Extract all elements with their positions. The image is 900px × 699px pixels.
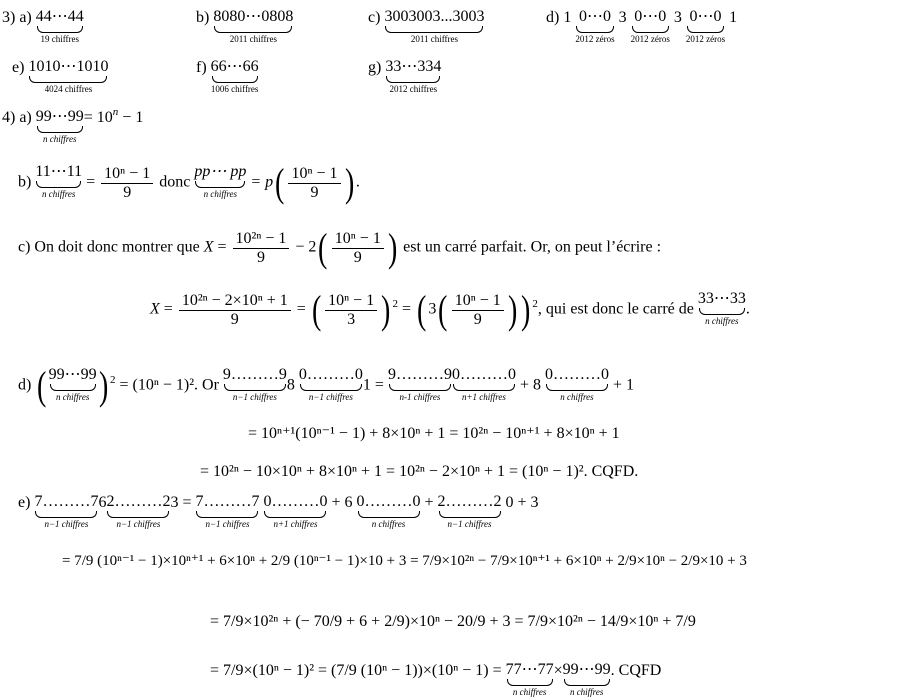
- q4e-block7: 77⋯77 n chiffres: [505, 661, 554, 697]
- q3e-number: 1010⋯1010 4024 chiffres: [28, 58, 109, 94]
- q4b-pp: pp⋯ pp n chiffres: [194, 163, 247, 199]
- q3d-three-2: 3: [673, 9, 682, 26]
- q4b-donc: donc: [159, 173, 191, 191]
- q4e-block3: 7………7 n−1 chiffres: [195, 493, 260, 529]
- q3b: [196, 8, 293, 44]
- q4e-line4-text: = 7/9×(10ⁿ − 1)² = (7/9 (10ⁿ − 1))×(10ⁿ − 1) =: [210, 662, 506, 679]
- q4b-eq: = p: [250, 173, 274, 191]
- q3d-zeros-1: 0⋯0 2012 zéros: [575, 8, 615, 44]
- q4e-line3: = 7/9×10²ⁿ + (− 70/9 + 6 + 2/9)×10ⁿ − 20/9 + 3 = 7/9×10²ⁿ − 14/9×10ⁿ + 7/9: [210, 613, 696, 630]
- q4c-frac3: $\frac{\text{10²ⁿ − 2×10ⁿ + 1}}{9}$: [179, 292, 291, 329]
- q4c-line1: c) On doit donc montrer que X = $\frac{\text{10²ⁿ − 1}}{9}$ − 2( $\frac{\text{10ⁿ − 1}}{9}$ ) est un carré parfait. Or, on peut l’écrire :: [18, 225, 662, 270]
- q4c-frac5: $\frac{\text{10ⁿ − 1}}{9}$: [452, 292, 504, 329]
- q4a: [2, 108, 143, 144]
- q3d-one: 1: [729, 9, 738, 26]
- q4d-line1: d) ( 99⋯99 n chiffres ) $^2$ = (10ⁿ − 1)². Or 9………9 n−1 chiffres 8 0………0 n−1 chiffres 1 = 9………9 n-1 chiffres 0………0 n+1 chiffres + 8 0………0 n chiffres + 1: [18, 363, 634, 408]
- q4c-frac1: $\frac{\text{10²ⁿ − 1}}{9}$: [233, 230, 290, 267]
- q3d-three-1: 3: [618, 9, 627, 26]
- q4d-eq1: = (10ⁿ − 1)². Or: [119, 376, 223, 394]
- q4c-frac4: $\frac{\text{10ⁿ − 1}}{3}$: [325, 292, 377, 329]
- q4a-tail: − 1: [118, 109, 144, 126]
- q4d-label: d): [18, 376, 32, 394]
- q3d: [546, 8, 737, 44]
- q3c-number: 3003003...3003 2011 chiffres: [384, 8, 485, 44]
- q3e-label: e): [12, 59, 25, 76]
- q3e: [12, 58, 108, 94]
- q3f: [196, 58, 259, 94]
- q3f-label: f): [196, 59, 207, 76]
- q4d-block5: 0………0 n chiffres: [544, 366, 609, 402]
- q3g-label: g): [368, 59, 382, 76]
- q4e-line2: = 7/9 (10ⁿ⁻¹ − 1)×10ⁿ⁺¹ + 6×10ⁿ + 2/9 (10ⁿ⁻¹ − 1)×10 + 3 = 7/9×10²ⁿ − 7/9×10ⁿ⁺¹ + 6×10ⁿ + 2/9×10ⁿ − 2/9×10 + 3: [62, 553, 747, 569]
- q3d-zeros-3: 0⋯0 2012 zéros: [685, 8, 726, 44]
- q4d-block4: 0………0 n+1 chiffres: [451, 366, 516, 402]
- q4b-label: b): [18, 173, 32, 191]
- q4c-text1: c) On doit donc montrer que: [18, 238, 204, 256]
- q4c-frac2: $\frac{\text{10ⁿ − 1}}{9}$: [332, 230, 384, 267]
- q3d-zeros-2: 0⋯0 2012 zéros: [630, 8, 670, 44]
- q4a-rhs: = 10: [83, 109, 113, 126]
- q4e-block8: 99⋯99 n chiffres: [562, 661, 611, 697]
- q4d-block1: 9………9 n−1 chiffres: [222, 366, 287, 402]
- q4e-line4: = 7/9×(10ⁿ − 1)² = (7/9 (10ⁿ − 1))×(10ⁿ − 1) = 77⋯77 n chiffres × 99⋯99 n chiffres . CQFD: [210, 661, 662, 697]
- q4c-text3: , qui est donc le carré de: [537, 300, 698, 318]
- q3a-label: 3) a): [2, 9, 32, 26]
- q3g-number: 33⋯334 2012 chiffres: [385, 58, 442, 94]
- q4b-fraction-2: $\frac{\text{10ⁿ − 1}}{9}$: [288, 165, 340, 202]
- q3b-label: b): [196, 9, 210, 26]
- q3g: [368, 58, 441, 94]
- q4d-line3: = 10²ⁿ − 10×10ⁿ + 8×10ⁿ + 1 = 10²ⁿ − 2×10ⁿ + 1 = (10ⁿ − 1)². CQFD.: [200, 463, 639, 480]
- q4c-line2: X = $\frac{\text{10²ⁿ − 2×10ⁿ + 1}}{9}$ = ( $\frac{\text{10ⁿ − 1}}{3}$ ) $^2$ = ( 3( $\frac{\text{10ⁿ − 1}}{9}$ )) $^2$, qui est donc le carré de 33⋯33 n chiffres .: [150, 287, 750, 332]
- q4e-block4: 0………0 n+1 chiffres: [263, 493, 328, 529]
- q3-row1: [2, 8, 84, 44]
- q4b-number: 11⋯11 n chiffres: [35, 163, 83, 199]
- q4e-line1: e) 7………7 n−1 chiffres 6 2………2 n−1 chiffres 3 = 7………7 n−1 chiffres 0………0 n+1 chiffres + 6 0………0 n chiffres + 2………2 n−1 chiffres 0 + 3: [18, 493, 539, 529]
- q4c-X: X: [203, 238, 214, 256]
- q4e-block6: 2………2 n−1 chiffres: [437, 493, 502, 529]
- q4c-number: 33⋯33 n chiffres: [697, 290, 746, 326]
- q3c: [368, 8, 484, 44]
- q4e-label: e): [18, 494, 31, 511]
- q4a-exp: n: [112, 106, 119, 118]
- q3f-number: 66⋯66 1006 chiffres: [210, 58, 259, 94]
- q4e-block2: 2………2 n−1 chiffres: [106, 493, 171, 529]
- q4b: b) 11⋯11 n chiffres = $\frac{\text{10ⁿ − 1}}{9}$ donc pp⋯ pp n chiffres = p( $\frac{\text{10ⁿ − 1}}{9}$ ) .: [18, 160, 360, 205]
- q4a-number: 99⋯99 n chiffres: [35, 108, 84, 144]
- q4d-number: 99⋯99 n chiffres: [48, 366, 97, 402]
- q4c-text2: est un carré parfait. Or, on peut l’écrire :: [403, 238, 662, 256]
- q4d-block2: 0………0 n−1 chiffres: [298, 366, 363, 402]
- q4e-block1: 7………7 n−1 chiffres: [34, 493, 99, 529]
- q3d-label: d) 1: [546, 9, 572, 26]
- q3b-number: 8080⋯0808 2011 chiffres: [213, 8, 294, 44]
- q4a-label: 4) a): [2, 109, 32, 126]
- q3a-number: 44⋯44 19 chiffres: [35, 8, 84, 44]
- q4d-line2: = 10ⁿ⁺¹(10ⁿ⁻¹ − 1) + 8×10ⁿ + 1 = 10²ⁿ − 10ⁿ⁺¹ + 8×10ⁿ + 1: [248, 425, 620, 442]
- q3c-label: c): [368, 9, 381, 26]
- q4b-fraction: $\frac{\text{10ⁿ − 1}}{9}$: [101, 165, 153, 202]
- q4d-block3: 9………9 n-1 chiffres: [387, 366, 452, 402]
- q4e-block5: 0………0 n chiffres: [356, 493, 421, 529]
